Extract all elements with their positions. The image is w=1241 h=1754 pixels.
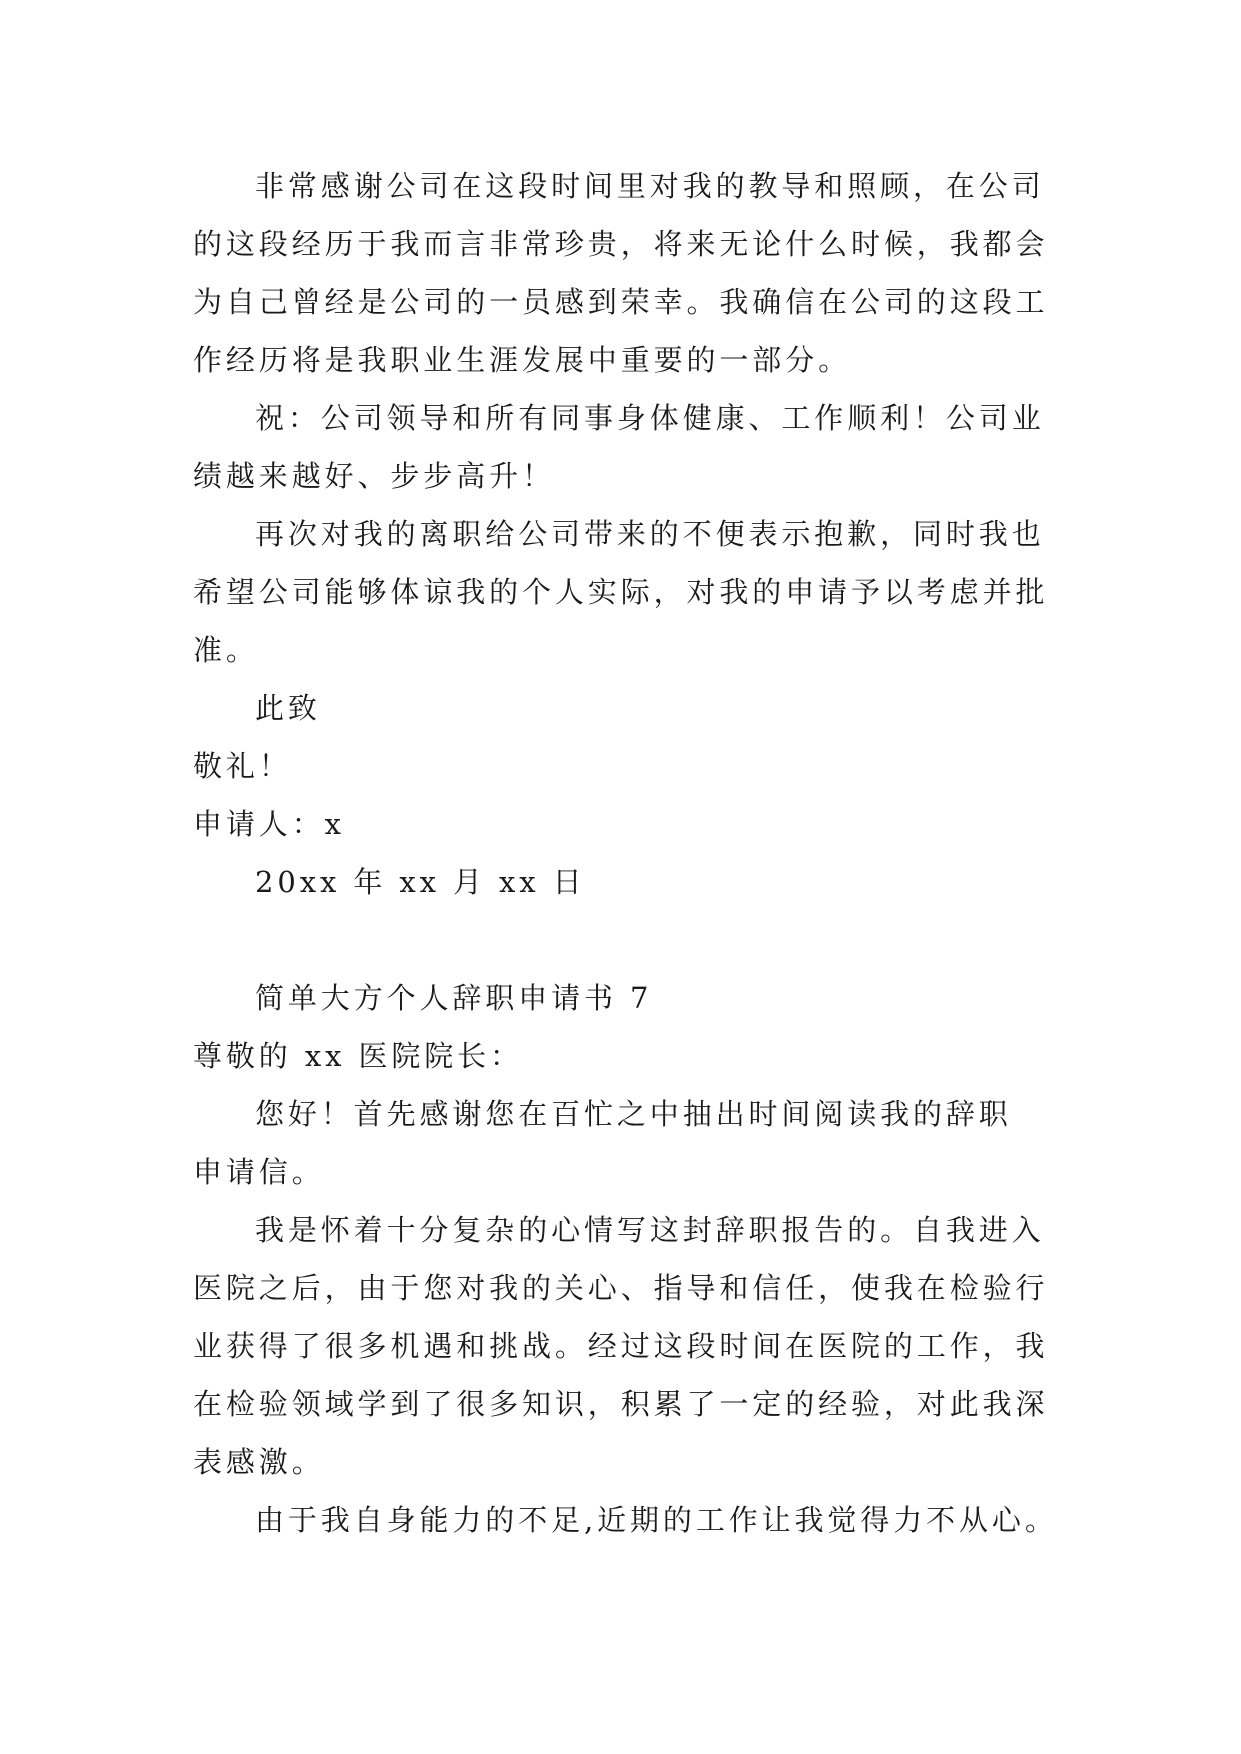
paragraph-line: 作经历将是我职业生涯发展中重要的一部分。 — [193, 343, 852, 377]
paragraph-line: 表感激。 — [193, 1445, 325, 1479]
paragraph-line: 希望公司能够体谅我的个人实际，对我的申请予以考虑并批 — [193, 575, 1049, 609]
paragraph-line: 准。 — [193, 633, 259, 667]
applicant-signature: 申请人：x — [193, 807, 345, 841]
paragraph-line: 在检验领域学到了很多知识，积累了一定的经验，对此我深 — [193, 1387, 1049, 1421]
salutation: 敬礼！ — [193, 749, 292, 783]
recipient-greeting: 尊敬的 xx 医院院长： — [193, 1039, 523, 1073]
paragraph-line: 我是怀着十分复杂的心情写这封辞职报告的。自我进入 — [255, 1213, 1045, 1247]
paragraph-line: 再次对我的离职给公司带来的不便表示抱歉，同时我也 — [255, 517, 1045, 551]
paragraph-line: 由于我自身能力的不足,近期的工作让我觉得力不从心。 — [255, 1503, 1058, 1537]
paragraph-line: 业获得了很多机遇和挑战。经过这段时间在医院的工作，我 — [193, 1329, 1049, 1363]
paragraph-line: 的这段经历于我而言非常珍贵，将来无论什么时候，我都会 — [193, 227, 1049, 261]
paragraph-line: 为自己曾经是公司的一员感到荣幸。我确信在公司的这段工 — [193, 285, 1049, 319]
paragraph-line: 绩越来越好、步步高升！ — [193, 459, 555, 493]
paragraph-line: 您好！首先感谢您在百忙之中抽出时间阅读我的辞职 — [255, 1097, 1012, 1131]
section-title: 简单大方个人辞职申请书 7 — [255, 981, 653, 1015]
closing-phrase: 此致 — [255, 691, 321, 725]
paragraph-line: 非常感谢公司在这段时间里对我的教导和照顾，在公司 — [255, 169, 1045, 203]
paragraph-line: 申请信。 — [193, 1155, 325, 1189]
paragraph-line: 祝：公司领导和所有同事身体健康、工作顺利！公司业 — [255, 401, 1045, 435]
paragraph-line: 医院之后，由于您对我的关心、指导和信任，使我在检验行 — [193, 1271, 1049, 1305]
date-line: 20xx 年 xx 月 xx 日 — [255, 865, 586, 899]
